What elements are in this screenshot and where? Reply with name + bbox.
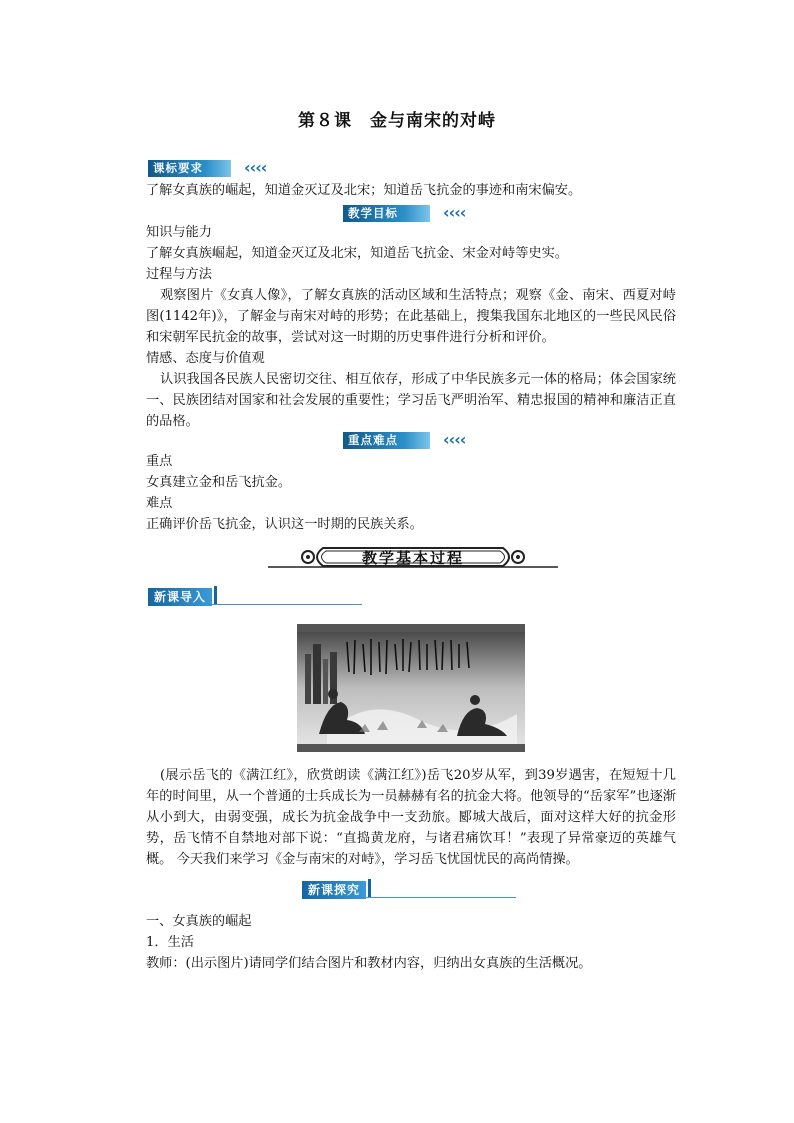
chevron-icon: ‹‹‹‹ [244,158,267,177]
section-xinketanjiu [302,879,516,898]
objective-heading-2: 过程与方法 [146,267,212,282]
tag-mubiao-label: 教学目标 [343,205,430,222]
kebiao-text: 了解女真族的崛起，知道金灭辽及北宋；知道岳飞抗金的事迹和南宋偏安。 [146,183,582,198]
tag-zhongdian-label: 重点难点 [343,432,430,449]
lesson-text-1: 教师：(出示图片)请同学们结合图片和教材内容，归纳出女真族的生活概况。 [146,956,592,971]
lesson-heading-1: 一、女真族的崛起 [146,914,252,929]
objective-heading-3: 情感、态度与价值观 [146,351,265,366]
chevron-icon: ‹‹‹‹ [443,203,466,222]
section-banner [268,544,558,570]
objective-text-1: 了解女真族崛起，知道金灭辽及北宋，知道岳飞抗金、宋金对峙等史实。 [146,246,568,261]
objective-text-2: 观察图片《女真人像》，了解女真族的活动区域和生活特点；观察《金、南宋、西夏对峙图(1142年)》，了解金与南宋对峙的形势；在此基础上，搜集我国东北地区的一些民风民俗和宋朝军民抗金的故事，尝试对这一时期的历史事件进行分析和评价。 [146,288,676,345]
keypoint-heading-2: 难点 [146,496,173,511]
section-xinkedaoru [148,586,362,605]
section-marker [214,586,217,604]
tag-zhongdian [343,432,543,450]
keypoint-heading-1: 重点 [146,454,173,469]
lesson-heading-2: 1．生活 [146,935,194,950]
tag-kebiao [148,160,368,178]
intro-text: (展示岳飞的《满江红》，欣赏朗读《满江红》)岳飞20岁从军，到39岁遇害，在短短十几年的时间里，从一个普通的士兵成长为一员赫赫有名的抗金大将。他领导的“岳家军”也逐渐从小到大，由弱变强，成长为抗金战争中一支劲旅。郾城大战后，面对这样大好的抗金形势，岳飞情不自禁地对部下说：“直捣黄龙府，与诸君痛饮耳！”表现了异常豪迈的英雄气概。 今天我们来学习《金与南宋的对峙》，学习岳飞忧国忧民的高尚情操。 [146,768,676,867]
section-xinketanjiu-label: 新课探究 [302,881,366,899]
tag-mubiao [343,205,543,223]
section-xinkedaoru-label: 新课导入 [148,588,212,606]
banner-title: 教学基本过程 [361,549,464,567]
keypoint-text-2: 正确评价岳飞抗金，认识这一时期的民族关系。 [146,517,423,532]
objective-text-3: 认识我国各民族人民密切交往、相互依存，形成了中华民族多元一体的格局；体会国家统一、民族团结对国家和社会发展的重要性；学习岳飞严明治军、精忠报国的精神和廉洁正直的品格。 [146,372,676,429]
yue-fei-illustration [297,624,525,752]
keypoint-text-1: 女真建立金和岳飞抗金。 [146,475,292,490]
objective-heading-1: 知识与能力 [146,225,212,240]
tag-kebiao-label: 课标要求 [148,160,231,177]
yue-fei-picture [297,624,525,752]
section-marker [368,879,371,897]
chevron-icon: ‹‹‹‹ [443,430,466,449]
page-title: 第８课 金与南宋的对峙 [298,111,496,131]
